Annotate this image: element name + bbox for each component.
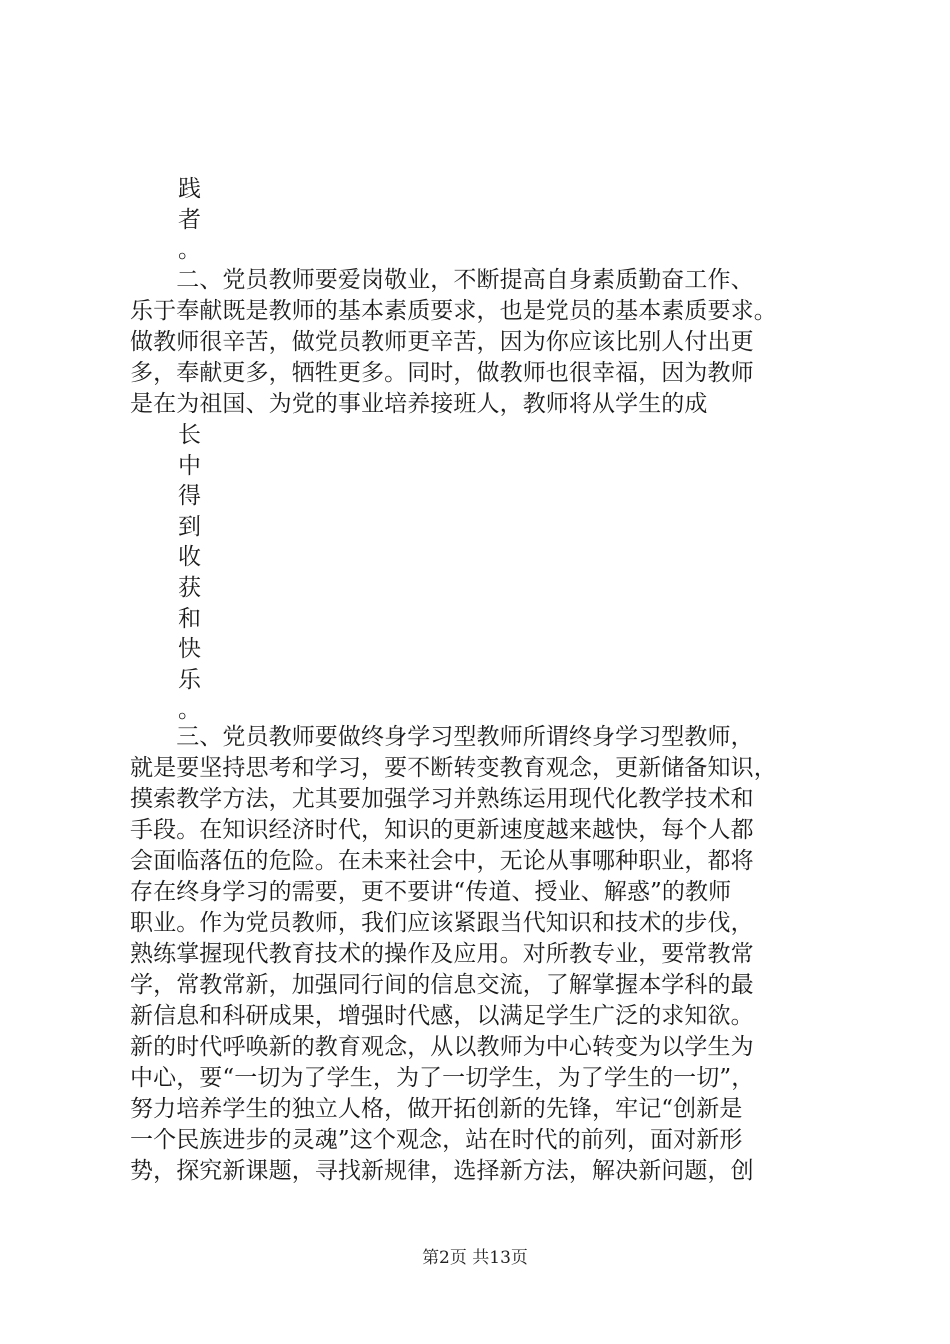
text-line: 多，奉献更多，牺牲更多。同时，做教师也很幸福，因为教师 <box>130 360 754 386</box>
paragraph-three <box>130 722 830 1187</box>
vertical-char: 中 <box>178 452 201 479</box>
text-line: 熟练掌握现代教育技术的操作及应用。对所教专业，要常教常 <box>130 941 754 967</box>
vertical-char: 获 <box>178 574 201 601</box>
text-line: 中心，要“一切为了学生，为了一切学生，为了学生的一切”， <box>130 1065 755 1091</box>
text-line: 新信息和科研成果，增强时代感，以满足学生广泛的求知欲。 <box>130 1003 754 1029</box>
vertical-char: 者 <box>178 206 201 233</box>
vertical-char: 。 <box>178 237 201 264</box>
page-footer: 第2页 共13页 <box>422 1248 528 1268</box>
text-line: 乐于奉献既是教师的基本素质要求，也是党员的基本素质要求。 <box>130 298 777 324</box>
vertical-char: 到 <box>178 513 201 540</box>
vertical-char: 乐 <box>178 666 201 693</box>
text-line: 势，探究新课题，寻找新规律，选择新方法，解决新问题，创 <box>130 1158 754 1184</box>
text-line: 手段。在知识经济时代，知识的更新速度越来越快，每个人都 <box>130 817 754 843</box>
text-line: 职业。作为党员教师，我们应该紧跟当代知识和技术的步伐， <box>130 910 754 936</box>
text-line: 学，常教常新，加强同行间的信息交流，了解掌握本学科的最 <box>130 972 754 998</box>
vertical-char: 践 <box>178 176 201 202</box>
vertical-char: 收 <box>178 544 201 571</box>
text-line: 摸索教学方法，尤其要加强学习并熟练运用现代化教学技术和 <box>130 786 754 812</box>
vertical-char: 快 <box>178 636 201 663</box>
vertical-char: 。 <box>178 697 201 724</box>
text-line: 新的时代呼唤新的教育观念，从以教师为中心转变为以学生为 <box>130 1034 754 1060</box>
paragraph-two <box>130 265 830 420</box>
vertical-text-fragment-2 <box>178 420 208 726</box>
text-line: 三、党员教师要做终身学习型教师所谓终身学习型教师， <box>130 724 754 750</box>
text-line: 一个民族进步的灵魂”这个观念，站在时代的前列，面对新形 <box>130 1127 743 1153</box>
vertical-char: 得 <box>178 483 201 510</box>
text-line: 就是要坚持思考和学习，要不断转变教育观念，更新储备知识， <box>130 755 777 781</box>
vertical-char: 长 <box>178 422 201 448</box>
text-line: 存在终身学习的需要，更不要讲“传道、授业、解惑”的教师 <box>130 879 732 905</box>
text-line: 做教师很辛苦，做党员教师更辛苦，因为你应该比别人付出更 <box>130 329 754 355</box>
vertical-text-fragment-1 <box>178 174 208 266</box>
text-line: 是在为祖国、为党的事业培养接班人，教师将从学生的成 <box>130 391 708 417</box>
text-line: 会面临落伍的危险。在未来社会中，无论从事哪种职业，都将 <box>130 848 754 874</box>
text-line: 二、党员教师要爱岗敬业，不断提高自身素质勤奋工作、 <box>130 267 754 293</box>
vertical-char: 和 <box>178 605 201 632</box>
text-line: 努力培养学生的独立人格，做开拓创新的先锋，牢记“创新是 <box>130 1096 743 1122</box>
